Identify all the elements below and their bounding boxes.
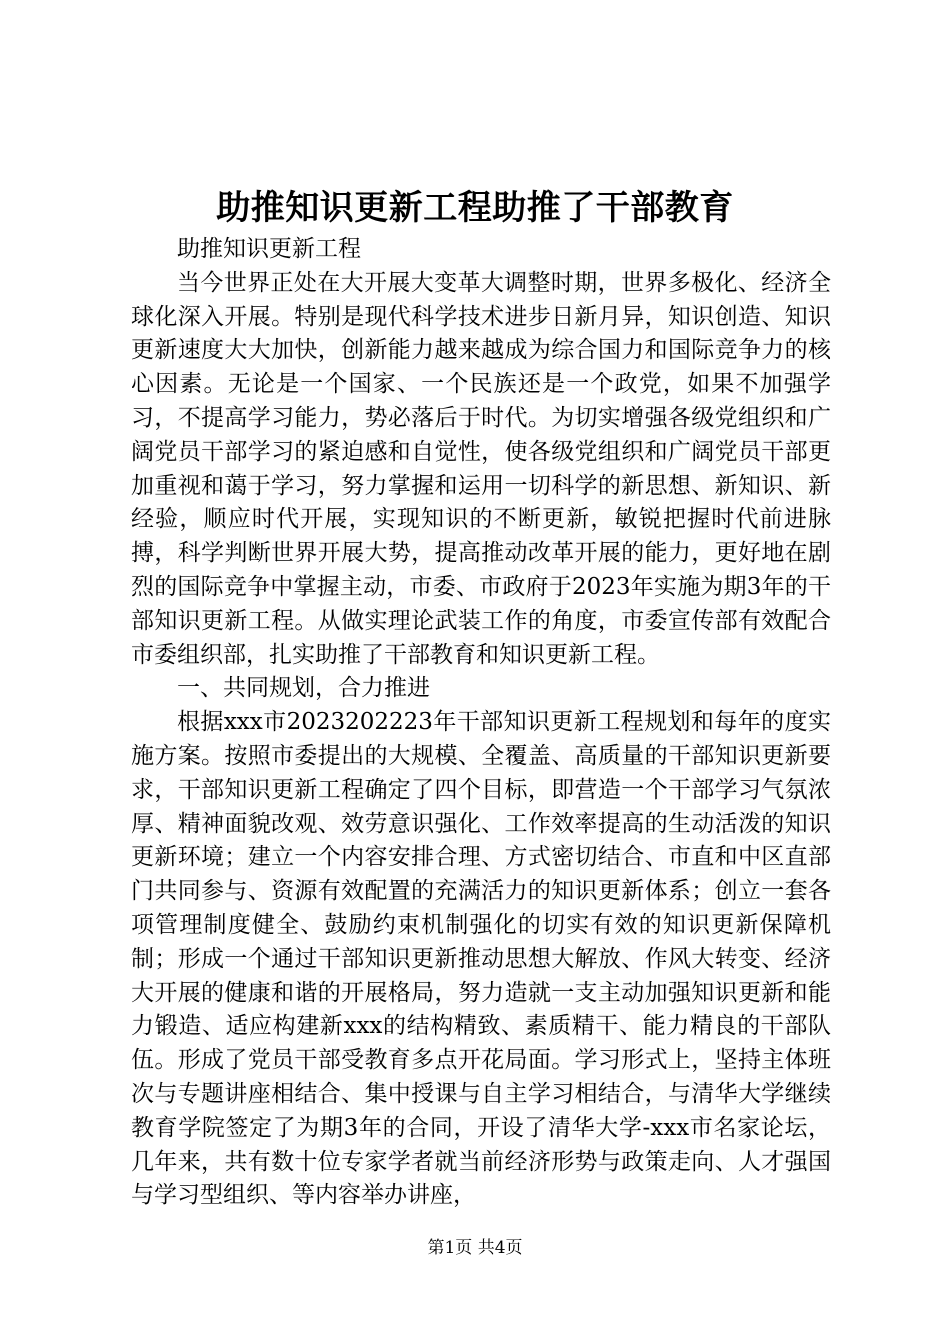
body-paragraph: 当今世界正处在大开展大变革大调整时期，世界多极化、经济全球化深入开展。特别是现代科学技术进步日新月异，知识创造、知识更新速度大大加快，创新能力越来越成为综合国力和国际竞争力的核心因素。无论是一个国家、一个民族还是一个政党，如果不加强学习，不提高学习能力，势必落后于时代。为切实增强各级党组织和广阔党员干部学习的紧迫感和自觉性，使各级党组织和广阔党员干部更加重视和蔼于学习，努力掌握和运用一切科学的新思想、新知识、新经验，顺应时代开展，实现知识的不断更新，敏锐把握时代前进脉搏，科学判断世界开展大势，提高推动改革开展的能力，更好地在剧烈的国际竞争中掌握主动，市委、市政府于2023年实施为期3年的干部知识更新工程。从做实理论武装工作的角度，市委宣传部有效配合市委组织部，扎实助推了干部教育和知识更新工程。 xyxy=(131,269,831,668)
section-heading: 一、共同规划，合力推进 xyxy=(177,675,430,702)
page-number-footer: 第1页 共4页 xyxy=(427,1238,523,1258)
document-title: 助推知识更新工程助推了干部教育 xyxy=(216,188,734,228)
section-heading: 助推知识更新工程 xyxy=(177,236,361,262)
body-paragraph: 根据xxx市2023202223年干部知识更新工程规划和每年的度实施方案。按照市委提出的大规模、全覆盖、高质量的干部知识更新要求，干部知识更新工程确定了四个目标，即营造一个干部学习气氛浓厚、精神面貌改观、效劳意识强化、工作效率提高的生动活泼的知识更新环境；建立一个内容安排合理、方式密切结合、市直和中区直部门共同参与、资源有效配置的充满活力的知识更新体系；创立一套各项管理制度健全、鼓励约束机制强化的切实有效的知识更新保障机制；形成一个通过干部知识更新推动思想大解放、作风大转变、经济大开展的健康和谐的开展格局，努力造就一支主动加强知识更新和能力锻造、适应构建新xxx的结构精致、素质精干、能力精良的干部队伍。形成了党员干部受教育多点开花局面。学习形式上，坚持主体班次与专题讲座相结合、集中授课与自主学习相结合，与清华大学继续教育学院签定了为期3年的合同，开设了清华大学-xxx市名家论坛，几年来，共有数十位专家学者就当前经济形势与政策走向、人才强国与学习型组织、等内容举办讲座， xyxy=(131,709,831,1209)
document-body xyxy=(131,233,831,1213)
